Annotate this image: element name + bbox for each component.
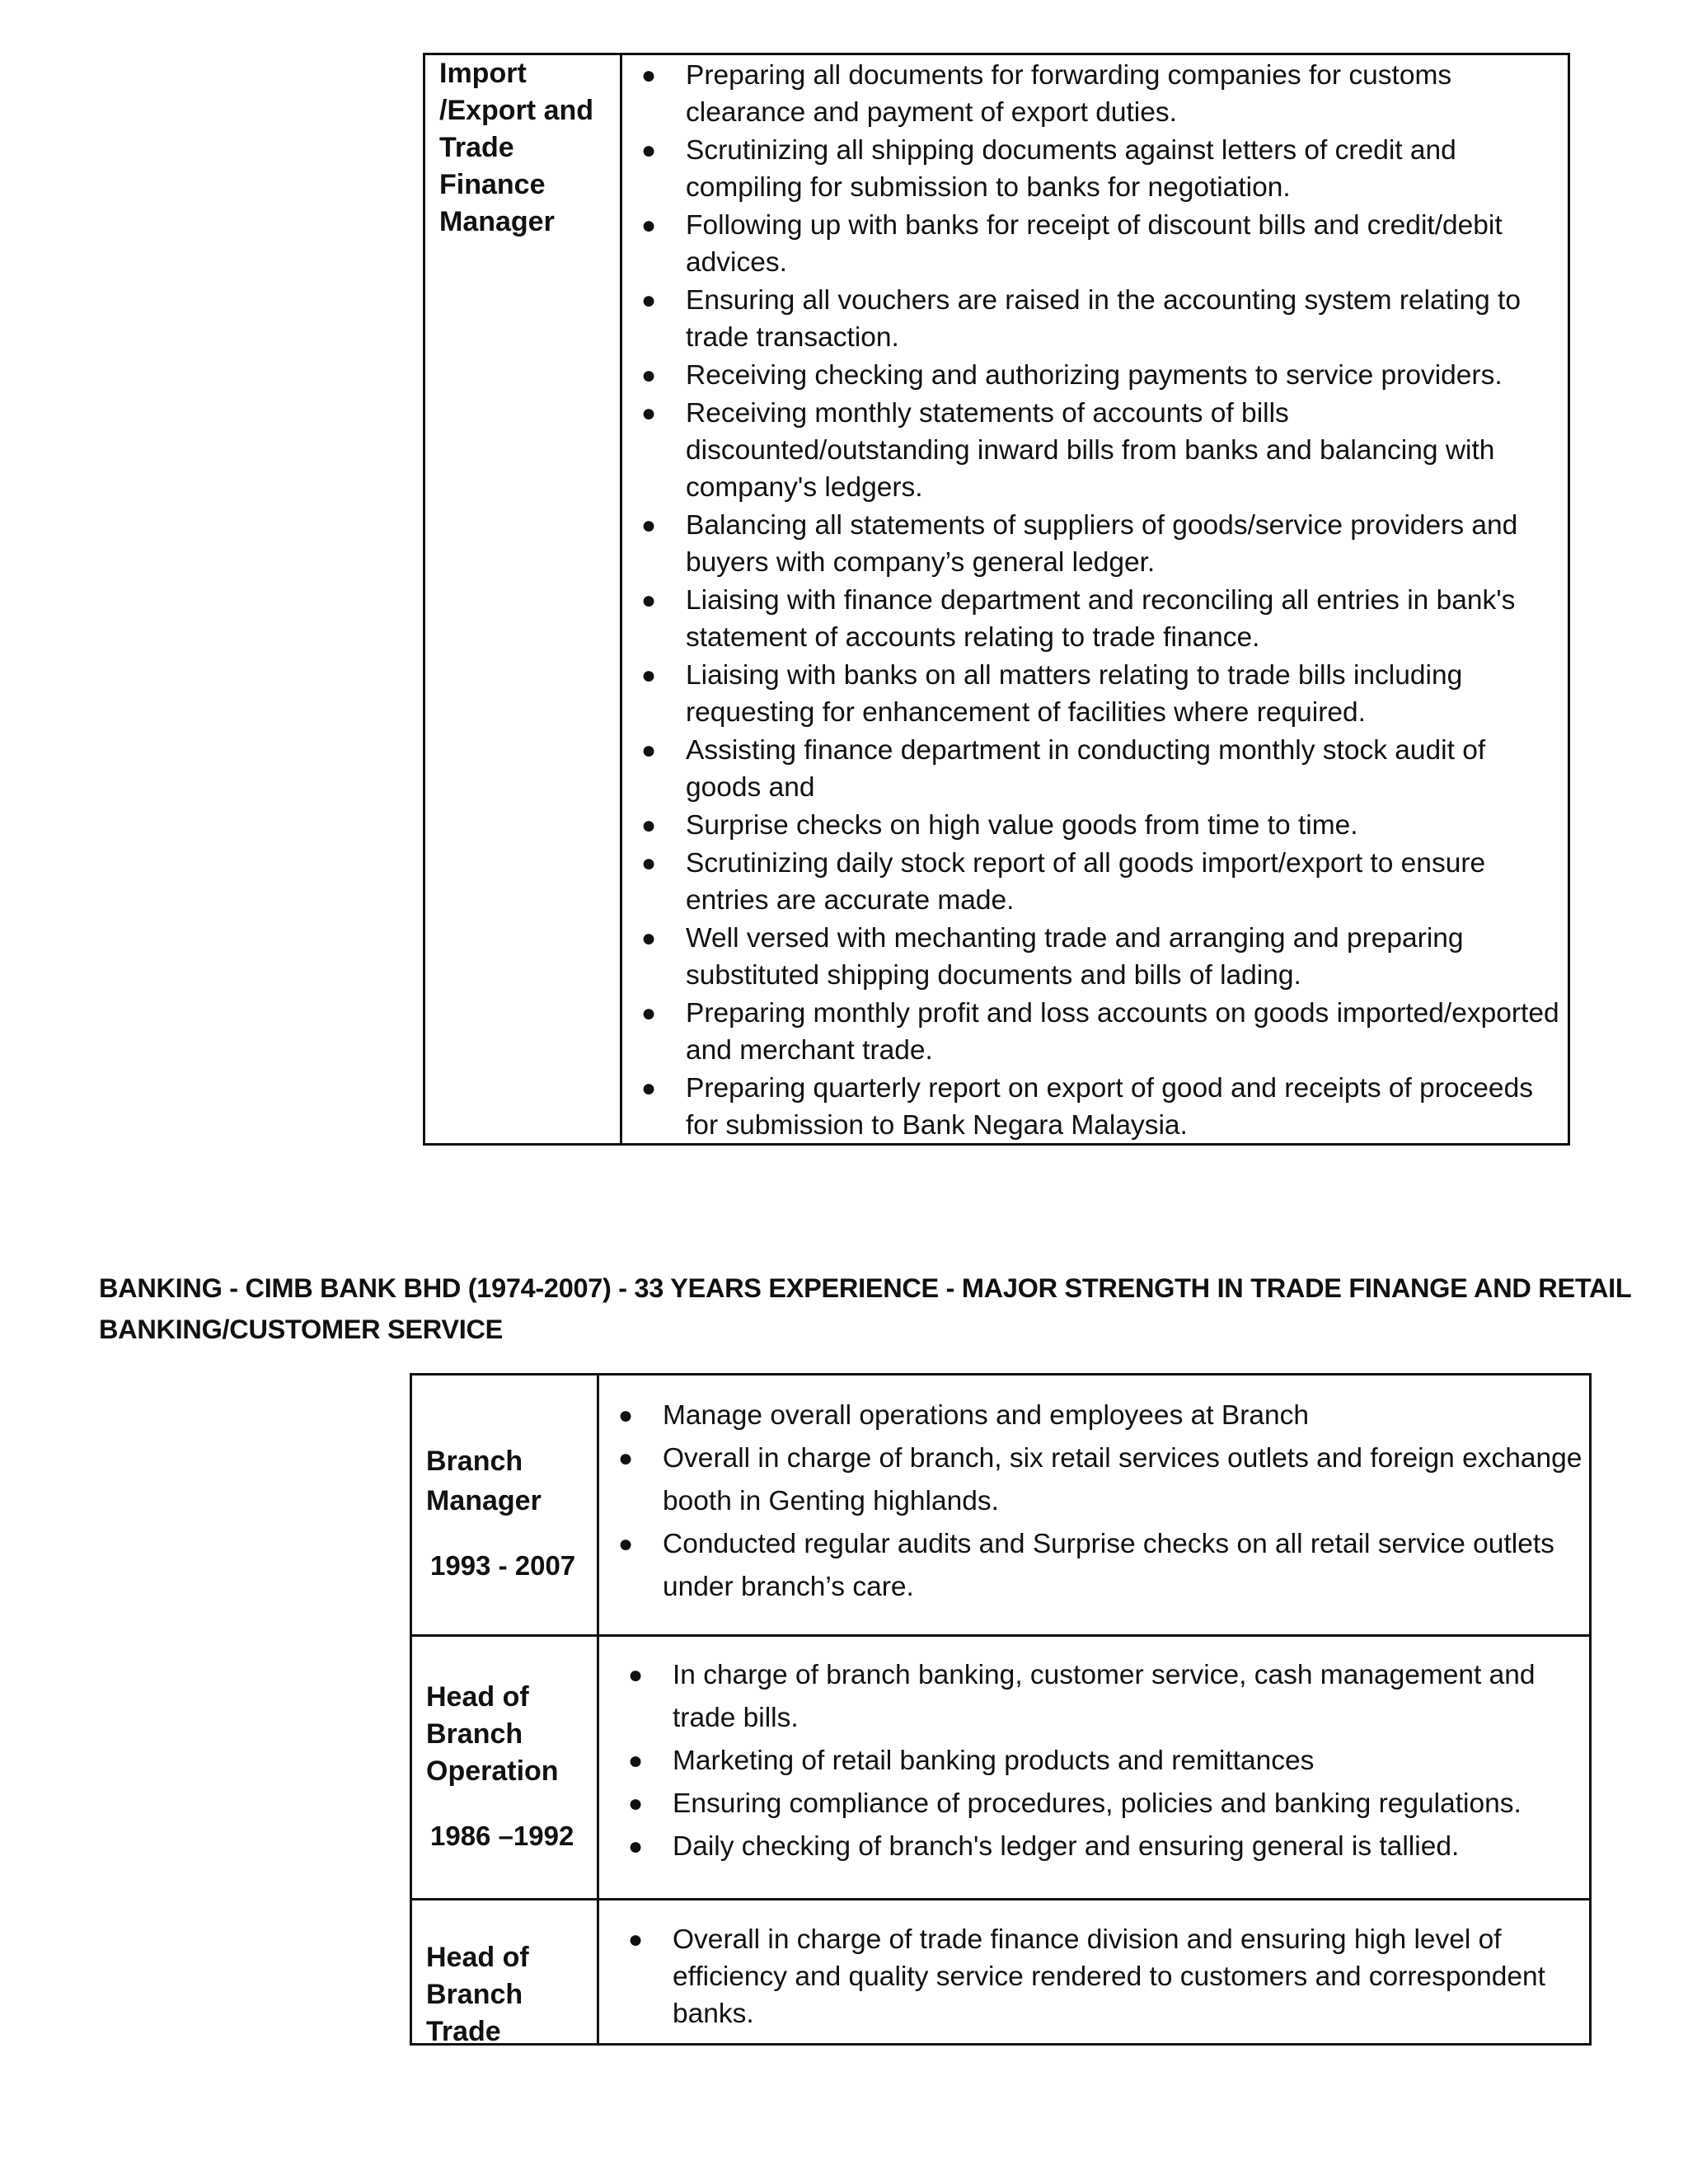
section-heading: BANKING - CIMB BANK BHD (1974-2007) - 33 YEARS EXPERIENCE - MAJOR STRENGTH IN TRADE FINANGE AND RETAIL BANKING/CUSTOMER SERVICE bbox=[99, 1273, 1631, 1344]
duty-item: ● Conducted regular audits and Surprise checks on all retail service outlets under branch’s care. bbox=[663, 1523, 1586, 1609]
column-divider bbox=[597, 1376, 599, 2043]
bullet-icon: ● bbox=[641, 137, 657, 164]
row-divider bbox=[412, 1898, 1589, 1900]
duty-item: ● Following up with banks for receipt of discount bills and credit/debit advices. bbox=[686, 207, 1559, 281]
duty-item: ● Ensuring compliance of procedures, policies and banking regulations. bbox=[673, 1783, 1579, 1825]
duty-item: ● Assisting finance department in conducting monthly stock audit of goods and bbox=[686, 732, 1559, 806]
bullet-icon: ● bbox=[628, 1661, 644, 1689]
duty-list bbox=[641, 57, 1559, 1144]
bullet-icon: ● bbox=[641, 850, 657, 877]
duty-item: ● Receiving checking and authorizing payments to service providers. bbox=[686, 357, 1559, 394]
duty-list bbox=[628, 1921, 1579, 2032]
bullet-icon: ● bbox=[641, 1075, 657, 1102]
bullet-icon: ● bbox=[641, 925, 657, 952]
experience-table-trade bbox=[423, 53, 1570, 1146]
duty-item: ● Preparing all documents for forwarding companies for customs clearance and payment of export duties. bbox=[686, 57, 1559, 131]
duty-item: ● In charge of branch banking, customer service, cash management and trade bills. bbox=[673, 1654, 1579, 1740]
role-title: Import /Export and Trade Finance Manager bbox=[439, 58, 594, 237]
bullet-icon: ● bbox=[641, 587, 657, 614]
role-years: 1986 –1992 bbox=[430, 1821, 574, 1851]
bullet-icon: ● bbox=[618, 1445, 634, 1472]
duty-item: ● Scrutinizing daily stock report of all goods import/export to ensure entries are accurate made. bbox=[686, 845, 1559, 919]
duty-item: ● Liaising with banks on all matters relating to trade bills including requesting for enhancement of facilities where required. bbox=[686, 657, 1559, 731]
duty-item: ● Ensuring all vouchers are raised in the accounting system relating to trade transaction. bbox=[686, 282, 1559, 356]
duty-item: ● Liaising with finance department and reconciling all entries in bank's statement of accounts relating to trade finance. bbox=[686, 582, 1559, 656]
bullet-icon: ● bbox=[641, 212, 657, 239]
column-divider bbox=[620, 55, 622, 1143]
bullet-icon: ● bbox=[641, 812, 657, 839]
duty-list bbox=[618, 1394, 1586, 1609]
duty-item: ● Well versed with mechanting trade and arranging and preparing substituted shipping documents and bills of lading. bbox=[686, 920, 1559, 994]
duty-item: ● Surprise checks on high value goods from time to time. bbox=[686, 807, 1559, 844]
duty-item: ● Preparing quarterly report on export of good and receipts of proceeds for submission to Bank Negara Malaysia. bbox=[686, 1070, 1559, 1144]
duty-item: ● Overall in charge of branch, six retail services outlets and foreign exchange booth in Genting highlands. bbox=[663, 1437, 1586, 1523]
bullet-icon: ● bbox=[628, 1747, 644, 1774]
bullet-icon: ● bbox=[628, 1926, 644, 1953]
bullet-icon: ● bbox=[641, 362, 657, 389]
duty-item: ● Overall in charge of trade finance division and ensuring high level of efficiency and quality service rendered to customers and correspondent banks. bbox=[673, 1921, 1579, 2032]
duty-item: ● Preparing monthly profit and loss accounts on goods imported/exported and merchant trade. bbox=[686, 995, 1559, 1069]
bullet-icon: ● bbox=[618, 1530, 634, 1558]
bullet-icon: ● bbox=[641, 512, 657, 539]
duty-item: ● Daily checking of branch's ledger and ensuring general is tallied. bbox=[673, 1825, 1579, 1868]
bullet-icon: ● bbox=[641, 62, 657, 89]
bullet-icon: ● bbox=[641, 400, 657, 427]
bullet-icon: ● bbox=[641, 737, 657, 764]
experience-table-banking bbox=[410, 1373, 1592, 2046]
role-title: Branch Manager bbox=[426, 1446, 542, 1516]
row-divider bbox=[412, 1634, 1589, 1637]
bullet-icon: ● bbox=[641, 287, 657, 314]
role-years: 1993 - 2007 bbox=[430, 1550, 576, 1581]
bullet-icon: ● bbox=[618, 1402, 634, 1429]
role-title: Head of Branch Operation bbox=[426, 1681, 559, 1787]
duty-item: ● Receiving monthly statements of accounts of bills discounted/outstanding inward bills from banks and balancing with company's ledgers. bbox=[686, 395, 1559, 506]
duty-item: ● Marketing of retail banking products and remittances bbox=[673, 1740, 1579, 1783]
duty-item: ● Balancing all statements of suppliers of goods/service providers and buyers with company’s general ledger. bbox=[686, 507, 1559, 581]
bullet-icon: ● bbox=[641, 662, 657, 689]
bullet-icon: ● bbox=[628, 1790, 644, 1817]
duty-list bbox=[628, 1654, 1579, 1868]
duty-item: ● Manage overall operations and employees at Branch bbox=[663, 1394, 1586, 1437]
role-title: Head of Branch Trade bbox=[426, 1942, 529, 2047]
bullet-icon: ● bbox=[641, 1000, 657, 1027]
bullet-icon: ● bbox=[628, 1833, 644, 1860]
duty-item: ● Scrutinizing all shipping documents against letters of credit and compiling for submission to banks for negotiation. bbox=[686, 132, 1559, 206]
